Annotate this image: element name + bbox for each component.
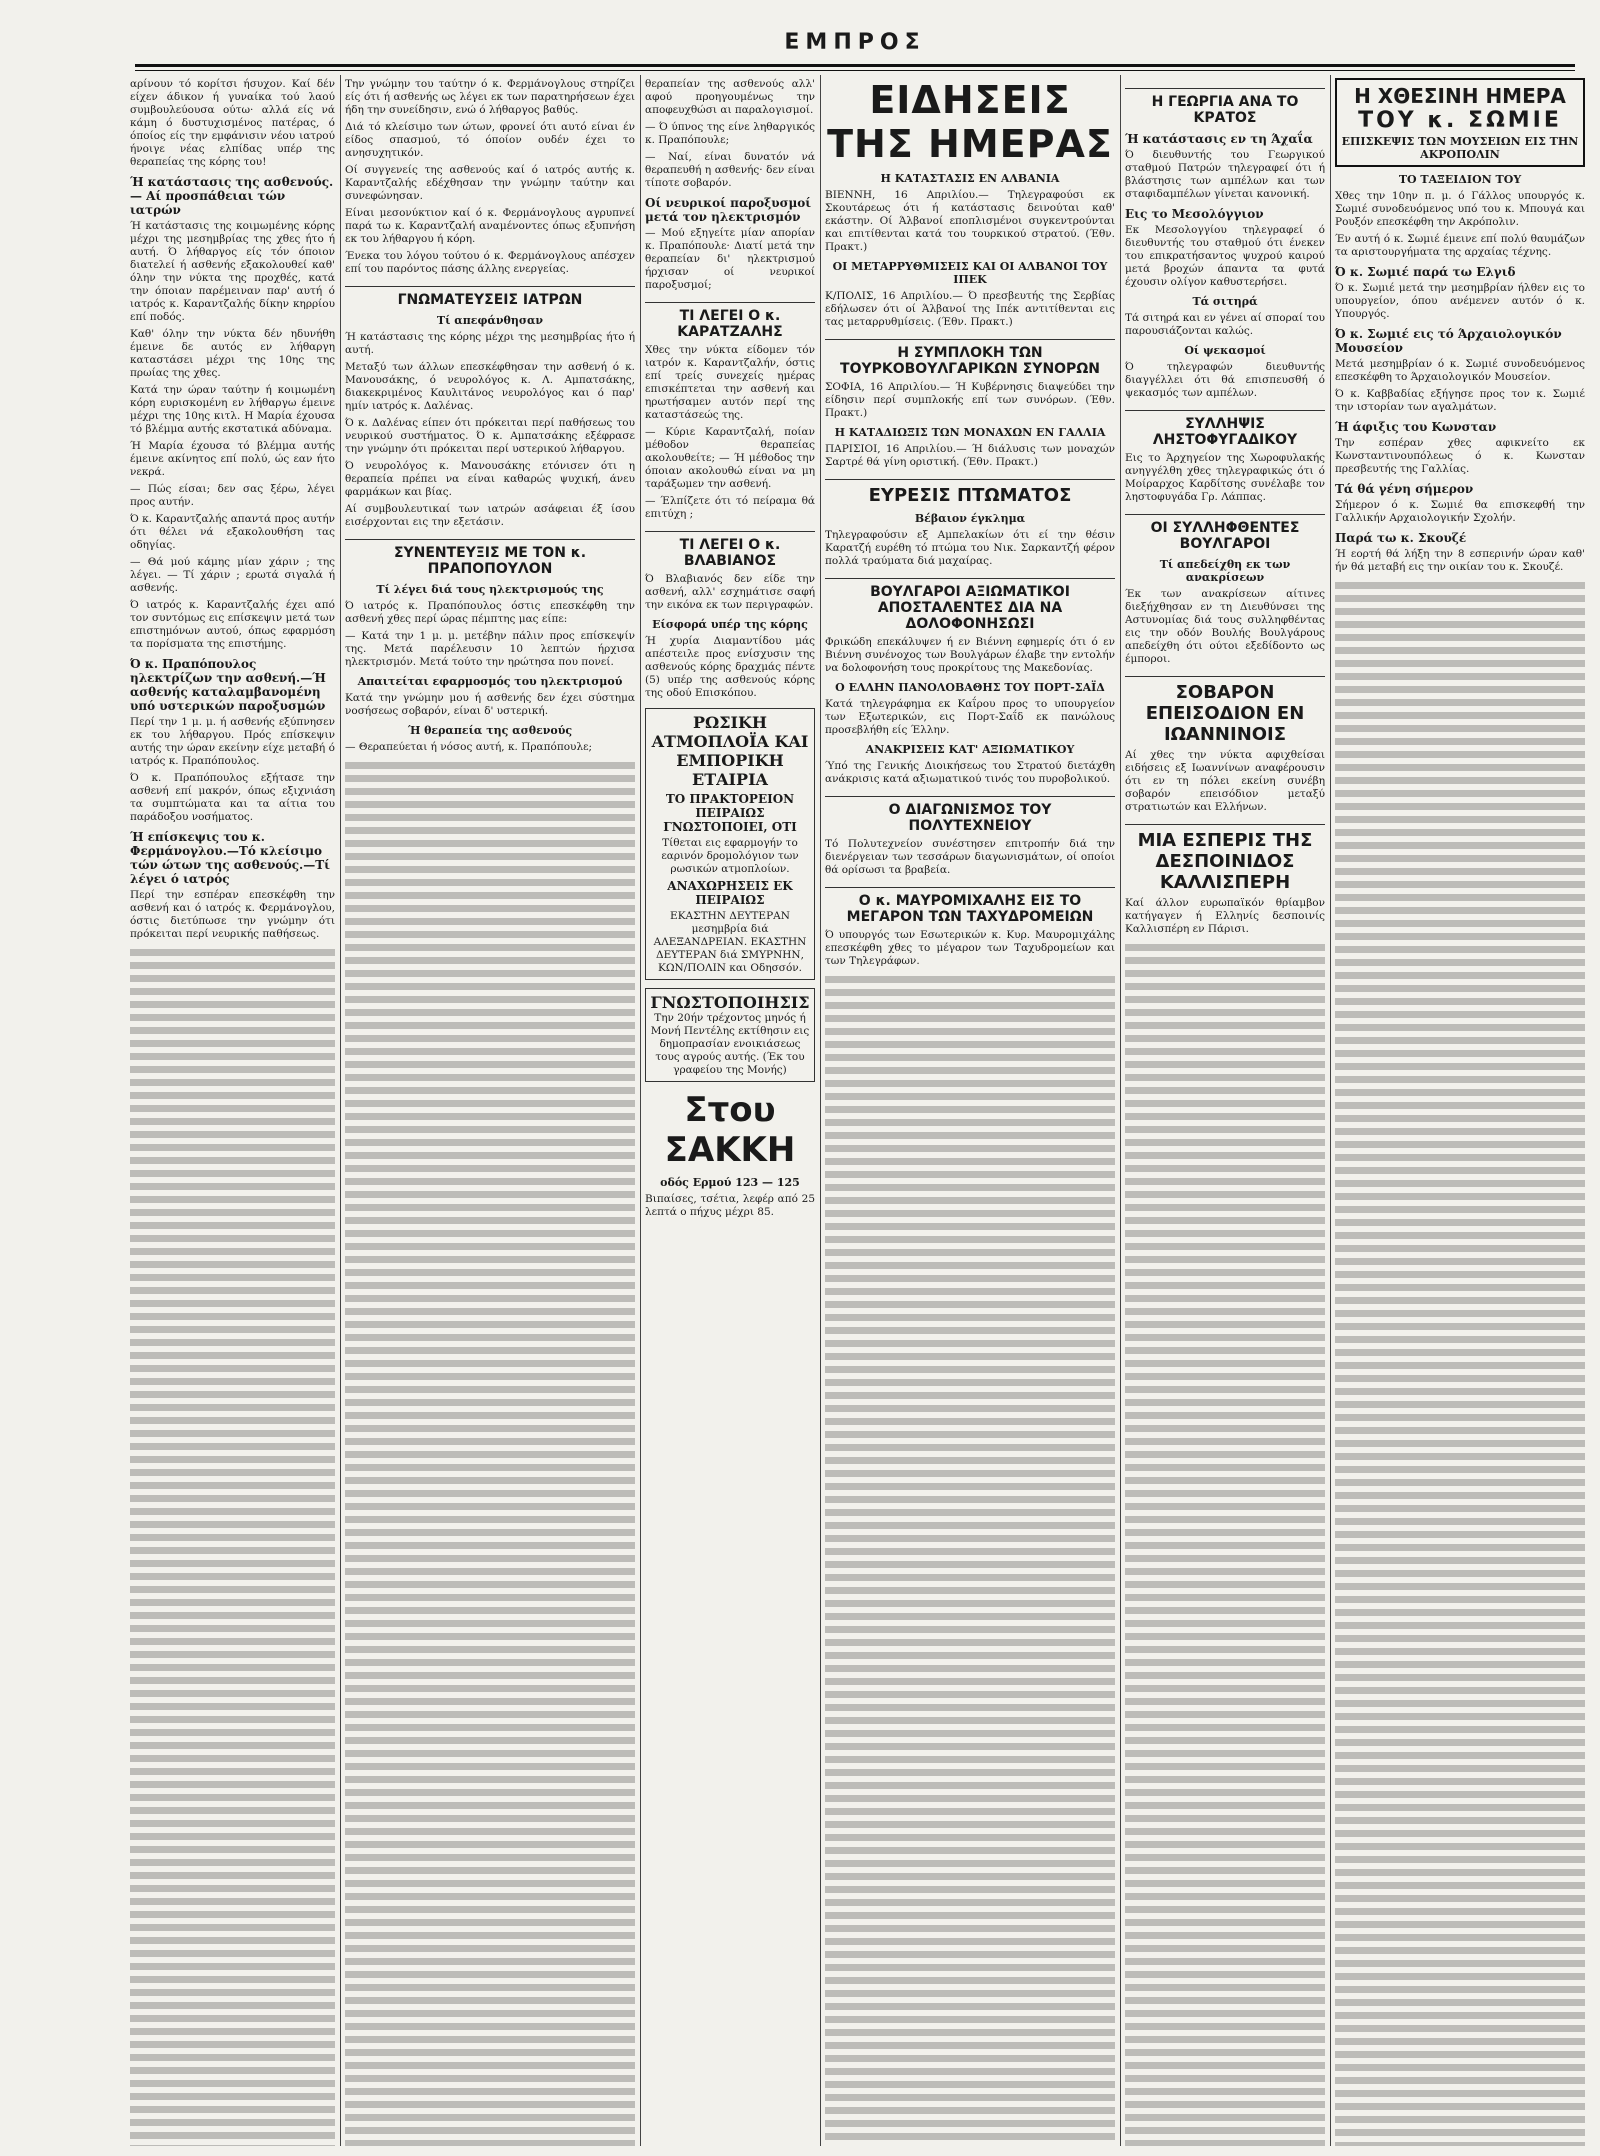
- subheading: Ή θεραπεία της ασθενούς: [407, 724, 573, 737]
- text-filler: [1125, 940, 1325, 2146]
- article-subheading: Οί ψεκασμοί: [1184, 344, 1266, 357]
- paragraph: Κ/ΠΟΛΙΣ, 16 Απριλίου.— Ό πρεσβευτής της Σερβίας εδήλωσεν ότι οί Άλβανοί της Ιπέκ αντιτίθενται εις τας μεταρρυθμίσεις. (Έθν. Πρακτ.): [825, 290, 1115, 328]
- advertisement-sakki-address: οδός Ερμού 123 — 125: [660, 1176, 800, 1189]
- paragraph: Εις το Άρχηγείον της Χωροφυλακής ανηγγέλθη χθες τηλεγραφικώς ότι ό Μοίραρχος Καρδίτσης συνέλαβε τον ληστοφυγάδα Γρ. Λάππας.: [1125, 452, 1325, 503]
- article-heading: Η ΚΑΤΑΣΤΑΣΙΣ ΕΝ ΑΛΒΑΝΙΑ: [880, 172, 1060, 185]
- paragraph: Τά σιτηρά και εν γένει αί σποραί του παρουσιάζονται καλώς.: [1125, 312, 1325, 337]
- section-heading: ΤΙ ΛΕΓΕΙ Ο κ. ΚΑΡΑΤΖΑΛΗΣ: [645, 302, 815, 340]
- paragraph: Ό κ. Σωμιέ μετά την μεσημβρίαν ήλθεν εις το υπουργείον, όπου ανέμενεν αυτόν ό κ. Υπουργός.: [1335, 282, 1585, 320]
- paragraph: Ό κ. Καββαδίας εξήγησε προς τον κ. Σωμιέ την ιστορίαν των αγαλμάτων.: [1335, 388, 1585, 413]
- paragraph: Ύπό της Γενικής Διοικήσεως του Στρατού διετάχθη ανάκρισις κατά αξιωματικού τινός του πυροβολικού.: [825, 760, 1115, 785]
- article-heading: Η ΓΕΩΡΓΙΑ ΑΝΑ ΤΟ ΚΡΑΤΟΣ: [1125, 88, 1325, 126]
- article-subheading: Βέβαιον έγκλημα: [914, 512, 1026, 525]
- ad-text: Την 20ήν τρέχοντος μηνός ή Μονή Πεντέλης εκτίθησιν εις δημοπρασίαν ενοικιάσεως τους αγρούς αυτής. (Έκ του γραφείου της Μονής): [650, 1012, 810, 1076]
- subheading: Ό κ. Σωμιέ εις τό Άρχαιολογικόν Μουσείον: [1335, 327, 1562, 355]
- paragraph: Αί χθες την νύκτα αφιχθείσαι ειδήσεις εξ Ιωαννίνων αναφέρουσιν ότι εν τη πόλει εκείνη συνέβη σοβαρόν επεισόδιον μεταξύ στρατιωτών και Ελλήνων.: [1125, 749, 1325, 813]
- paragraph: Ή κατάστασις της κόρης μέχρι της μεσημβρίας ήτο ή αυτή.: [345, 331, 635, 356]
- column-divider: [820, 75, 821, 2146]
- ad-text: Τίθεται εις εφαρμογήν το εαρινόν δρομολόγιον των ρωσικών ατμοπλοίων.: [661, 837, 799, 875]
- paragraph: Είναι μεσονύκτιον καί ό κ. Φερμάνογλους αγρυπνεί παρά τω κ. Καραντζαλή αναμένοντες όπως εξυπνήση εκ του λήθαργου ή κόρη.: [345, 207, 635, 245]
- paragraph: αρίνουν τό κορίτσι ήσυχον. Καί δέν είχεν άδικον ή γυναίκα τού λαού συμβουλεύουσα ούτω· αλλά είς νά κάμη ό δυστυχισμένος πατέρας, ό όποίος είς την εμφάνισιν νέου ιατρού ήνοιγε νέας ελπίδας υπέρ της θεραπείας της κόρης του!: [130, 78, 335, 168]
- paragraph: Οί συγγενείς της ασθενούς καί ό ιατρός αυτής κ. Καραντζαλής εδέχθησαν την γνώμην ταύτην και συνεφώνησαν.: [345, 164, 635, 202]
- paragraph: — Ναί, είναι δυνατόν νά θεραπευθή η ασθενής· δεν είναι τίποτε σοβαρόν.: [645, 151, 815, 189]
- column-divider: [640, 75, 641, 2146]
- article-heading: ΣΥΛΛΗΨΙΣ ΛΗΣΤΟΦΥΓΑΔΙΚΟΥ: [1125, 410, 1325, 448]
- paragraph: — Έλπίζετε ότι τό πείραμα θά επιτύχη ;: [645, 495, 815, 520]
- masthead-rule: [135, 64, 1575, 67]
- ad-subtitle: ΤΟ ΠΡΑΚΤΟΡΕΙΟΝ ΠΕΙΡΑΙΩΣ ΓΝΩΣΤΟΠΟΙΕΙ, ΟΤΙ: [663, 792, 797, 834]
- article-subheading: Ή κατάστασις εν τη Άχαΐα: [1125, 132, 1313, 146]
- paragraph: Χθες την 10ην π. μ. ό Γάλλος υπουργός κ. Σωμιέ συνοδευόμενος υπό του κ. Μπουγά και Ρουξόν επεσκέφθη την Ακρόπολιν.: [1335, 190, 1585, 228]
- paragraph: Τηλεγραφούσιν εξ Αμπελακίων ότι εί την θέσιν Καρατζή ευρέθη τό πτώμα του Νικ. Σαρκαντζή φέρον πολλά τραύματα διά μαχαίρας.: [825, 529, 1115, 567]
- paragraph: θεραπείαν της ασθενούς αλλ' αφού προηγουμένως την αποφευχθώσι αι παραλογισμοί.: [645, 78, 815, 116]
- headline-line: ΤΟΥ κ. ΣΩΜΙΕ: [1358, 108, 1562, 133]
- paragraph: — Μού εξηγείτε μίαν απορίαν κ. Πραπόπουλε· Διατί μετά την θεραπείαν δι' ηλεκτρισμού ήρχισαν οί νευρικοί παροξυσμοί;: [645, 227, 815, 291]
- article-heading: ΟΙ ΜΕΤΑΡΡΥΘΜΙΣΕΙΣ ΚΑΙ ΟΙ ΑΛΒΑΝΟΙ ΤΟΥ ΙΠΕΚ: [832, 260, 1108, 286]
- subheading: Ό κ. Πραπόπουλος ηλεκτρίζων την ασθενή.—Ή ασθενής καταλαμβανομένη υπό υστερικών παροξυσμών: [130, 657, 326, 713]
- column-1: [130, 78, 335, 2146]
- subheading: Είσφορά υπέρ της κόρης: [652, 618, 808, 631]
- article-heading: ΣΟΒΑΡΟΝ ΕΠΕΙΣΟΔΙΟΝ ΕΝ ΙΩΑΝΝΙΝΟΙΣ: [1125, 676, 1325, 745]
- column-4: [825, 78, 1115, 2146]
- paragraph: Έν αυτή ό κ. Σωμιέ έμεινε επί πολύ θαυμάζων τα αριστουργήματα της αρχαίας τέχνης.: [1335, 233, 1585, 258]
- framed-headline: [1335, 78, 1585, 167]
- advertisement-notice: [645, 988, 815, 1082]
- advertisement-sakki-text: Βιπαίσες, τσέτια, λεφέρ από 25 λεπτά ο πήχυς μέχρι 85.: [645, 1193, 815, 1218]
- column-divider: [1330, 75, 1331, 2146]
- subheading: Ή άφιξις του Κωνσταν: [1335, 420, 1497, 434]
- article-heading: Ο ΕΛΛΗΝ ΠΑΝΟΛΟΒΑΘΗΣ ΤΟΥ ΠΟΡΤ-ΣΑΪΔ: [835, 681, 1105, 694]
- paragraph: Ή κατάστασις της κοιμωμένης κόρης μέχρι της μεσημβρίας της χθες ήτο ή αυτή. Ό λήθαργος είς τόν όποιον διατελεί ή ασθενής εξακολουθεί καθ' όλην την νύκτα της προχθές, κατά την όποιαν παρέμειναν παρ' αυτή ό ιατρός κ. Καραντζαλής δίκην κηρρίου επί ποδός.: [130, 220, 335, 323]
- paragraph: Εκ Μεσολογγίου τηλεγραφεί ό διευθυντής του σταθμού ότι ένεκεν του επικρατήσαντος ψυχρού καιρού μετά βροχών άπαντα τα φυτά έχουσιν ολίγον καθυστερήσει.: [1125, 224, 1325, 288]
- paragraph: Ή Μαρία έχουσα τό βλέμμα αυτής έμεινε ακίνητος επί πολύ, ώς εαν ήτο νεκρά.: [130, 440, 335, 478]
- paragraph: Αί συμβουλευτικαί των ιατρών ασάφειαι έξ ίσου εισέρχονται εις την εξετάσιν.: [345, 503, 635, 528]
- article-heading: ΒΟΥΛΓΑΡΟΙ ΑΞΙΩΜΑΤΙΚΟΙ ΑΠΟΣΤΑΛΕΝΤΕΣ ΔΙΑ ΝΑ ΔΟΛΟΦΟΝΗΣΩΣΙ: [825, 578, 1115, 632]
- column-3: [645, 78, 815, 2146]
- paragraph: Σήμερον ό κ. Σωμιέ θα επισκεφθή την Γαλλικήν Αρχαιολογικήν Σχολήν.: [1335, 499, 1585, 524]
- column-divider: [340, 75, 341, 2146]
- paragraph: Ό νευρολόγος κ. Μανουσάκης ετόνισεν ότι η θεραπεία πρέπει να είναι καθαρώς ψυχική, άνευ φαρμάκων και βίας.: [345, 460, 635, 498]
- subheading: Οί νευρικοί παροξυσμοί μετά τον ηλεκτρισμόν: [645, 196, 812, 224]
- article-heading: Η ΚΑΤΑΔΙΩΞΙΣ ΤΩΝ ΜΟΝΑΧΩΝ ΕΝ ΓΑΛΛΙΑ: [834, 426, 1106, 439]
- article-heading: ΑΝΑΚΡΙΣΕΙΣ ΚΑΤ' ΑΞΙΩΜΑΤΙΚΟΥ: [865, 743, 1075, 756]
- paragraph: — Κατά την 1 μ. μ. μετέβην πάλιν προς επίσκεψίν της. Μετά παρέλευσιν 10 λεπτών ήρχισα ηλεκτρισμόν. Μετά τούτο την ηρώτησα που πονεί.: [345, 630, 635, 668]
- headline-line: ΕΠΙΣΚΕΨΙΣ ΤΩΝ ΜΟΥΣΕΙΩΝ ΕΙΣ ΤΗΝ ΑΚΡΟΠΟΛΙΝ: [1341, 135, 1579, 161]
- paragraph: Ό κ. Καραντζαλής απαντά προς αυτήν ότι θέλει νά εξακολουθήση τας οδηγίας.: [130, 513, 335, 551]
- paragraph: Κατά την γνώμην μου ή ασθενής δεν έχει σύστημα νοσήσεως σοβαρόν, είναι δ' υστερική.: [345, 692, 635, 717]
- text-filler: [345, 758, 635, 2146]
- paragraph: ΠΑΡΙΣΙΟΙ, 16 Απριλίου.— Ή διάλυσις των μοναχών Σαρτρέ θά γίνη οριστική. (Έθν. Πρακτ.): [825, 443, 1115, 468]
- section-subheading: Τί λέγει διά τους ηλεκτρισμούς της: [376, 583, 604, 596]
- paragraph: Ό κ. Πραπόπουλος εξήτασε την ασθενή επί μακρόν, όπως εξιχνιάση τα συμπτώματα και τα αίτια του παράδοξου νοσήματος.: [130, 772, 335, 823]
- article-heading: ΟΙ ΣΥΛΛΗΦΘΕΝΤΕΣ ΒΟΥΛΓΑΡΟΙ: [1125, 514, 1325, 552]
- paragraph: Ή χυρία Διαμαντίδου μάς απέστειλε προς ενίσχυσιν της ασθενούς κόρης δραχμάς πέντε (5) υπέρ της ασθενούς κόρης της οδού Επισκόπου.: [645, 635, 815, 699]
- advertisement-russian-shipping: [645, 708, 815, 980]
- paragraph: Έκ των ανακρίσεων αίτινες διεξήχθησαν εν τη Διευθύνσει της Αστυνομίας διά τους συλληφθέντας εις την οδόν Βουλής Βουλγάρους απεδείχθη ότι ούτοι εξεδίδοντο ως έμποροι.: [1125, 588, 1325, 665]
- article-heading: ΕΥΡΕΣΙΣ ΠΤΩΜΑΤΟΣ: [825, 479, 1115, 506]
- column-divider: [1120, 75, 1121, 2146]
- article-subheading: Τά σιτηρά: [1192, 295, 1258, 308]
- section-heading: ΣΥΝΕΝΤΕΥΞΙΣ ΜΕ ΤΟΝ κ. ΠΡΑΠΟΠΟΥΛΟΝ: [345, 539, 635, 577]
- paragraph: Ό κ. Δαλένας είπεν ότι πρόκειται περί παθήσεως του νευρικού συστήματος. Ό κ. Αμπατσάκης εξέφρασε την γνώμην ότι πρόκειται περί υστερικού λήθαργου.: [345, 417, 635, 455]
- paragraph: — Θεραπεύεται ή νόσος αυτή, κ. Πραπόπουλε;: [345, 741, 593, 753]
- text-filler: [1335, 578, 1585, 2146]
- subheading: Παρά τω κ. Σκουζέ: [1335, 531, 1467, 545]
- masthead: [135, 30, 1575, 70]
- section-heading: ΓΝΩΜΑΤΕΥΣΕΙΣ ΙΑΤΡΩΝ: [345, 286, 635, 308]
- paragraph: Ό Βλαβιανός δεν είδε την ασθενή, αλλ' εσχημάτισε σαφή την εικόνα εκ των περιγραφών.: [645, 573, 815, 611]
- subheading: ΤΟ ΤΑΞΕΙΔΙΟΝ ΤΟΥ: [1398, 173, 1522, 186]
- paragraph: Κατά τηλεγράφημα εκ Καΐρου προς το υπουργείον των Εξωτερικών, εις Πορτ-Σαΐδ εκ πανώλους προσεβλήθη είς Έλλην.: [825, 698, 1115, 736]
- paragraph: Περί την εσπέραν επεσκέφθη την ασθενή και ό ιατρός κ. Φερμάνογλου, όστις διετύπωσε την γνώμην ότι πρόκειται περί νευρικής παθήσεως.: [130, 889, 335, 940]
- subheading: Ή επίσκεψις του κ. Φερμάνογλου.—Τό κλείσιμο τών ώτων της ασθενούς.—Τί λέγει ό ιατρός: [130, 830, 330, 886]
- paragraph: Μετά μεσημβρίαν ό κ. Σωμιέ συνοδευόμενος επεσκέφθη το Άρχαιολογικόν Μουσείον.: [1335, 358, 1585, 383]
- paragraph: Ό ιατρός κ. Καραντζαλής έχει από τον συντόμως εις επίσκεψιν μετά των επιστημόνων αυτού, όπως εφαρμόση τα πορίσματα της επιστήμης.: [130, 599, 335, 650]
- paragraph: Κατά την ώραν ταύτην ή κοιμωμένη κόρη ευρισκομένη εν λήθαργω έμεινε μέχρι της 10ης κιτλ. Η Μαρία έχουσα τό βλέμμα αυτής εκστατικά αδύναμα.: [130, 384, 335, 435]
- subheading: Απαιτείται εφαρμοσμός του ηλεκτρισμού: [357, 675, 623, 688]
- paragraph: Διά τό κλείσιμο των ώτων, φρονεί ότι αυτό είναι έν είδος σπασμού, τό όποίον ουδέν έχει το ανησυχητικόν.: [345, 121, 635, 159]
- paragraph: — Ό ύπνος της είνε ληθαργικός κ. Πραπόπουλε;: [645, 121, 815, 146]
- paragraph: — Θά μού κάμης μίαν χάριν ; της λέγει. — Τί χάριν ; ερωτά σιγαλά ή ασθενής.: [130, 556, 335, 594]
- subheading: Τά θά γένη σήμερον: [1335, 482, 1474, 496]
- headline-line: Η ΧΘΕΣΙΝΗ ΗΜΕΡΑ: [1354, 84, 1566, 108]
- column-5: [1125, 78, 1325, 2146]
- section-subheading: Τί απεφάνθησαν: [436, 314, 544, 327]
- ad-title: ΡΩΣΙΚΗ ΑΤΜΟΠΛΟΪΑ ΚΑΙ ΕΜΠΟΡΙΚΗ ΕΤΑΙΡΙΑ: [651, 713, 809, 789]
- masthead-rule: [135, 70, 1575, 71]
- ad-title: ΓΝΩΣΤΟΠΟΙΗΣΙΣ: [650, 993, 810, 1012]
- ad-text: ΕΚΑΣΤΗΝ ΔΕΥΤΕΡΑΝ μεσημβρία διά ΑΛΕΞΑΝΔΡΕΙΑΝ. ΕΚΑΣΤΗΝ ΔΕΥΤΕΡΑΝ διά ΣΜΥΡΝΗΝ, ΚΩΝ/ΠΟΛΙΝ και Οδησσόν.: [653, 910, 807, 974]
- article-heading: ΜΙΑ ΕΣΠΕΡΙΣ ΤΗΣ ΔΕΣΠΟΙΝΙΔΟΣ ΚΑΛΛΙΣΠΕΡΗ: [1125, 824, 1325, 893]
- paragraph: Ό τηλεγραφών διευθυντής διαγγέλλει ότι θά επισπευσθή ό ψεκασμός των αμπέλων.: [1125, 361, 1325, 399]
- paragraph: Ένεκα του λόγου τούτου ό κ. Φερμάνογλους απέσχεν επί του παρόντος πάσης άλλης ενεργείας.: [345, 250, 635, 275]
- paragraph: Ό υπουργός των Εσωτερικών κ. Κυρ. Μαυρομιχάλης επεσκέφθη χθες το μέγαρον των Ταχυδρομείων και των Τηλεγράφων.: [825, 929, 1115, 967]
- article-heading: Η ΣΥΜΠΛΟΚΗ ΤΩΝ ΤΟΥΡΚΟΒΟΥΛΓΑΡΙΚΩΝ ΣΥΝΟΡΩΝ: [825, 339, 1115, 377]
- paragraph: Την γνώμην του ταύτην ό κ. Φερμάνογλους στηρίζει είς ότι ή ασθενής ως λέγει εκ των παρατηρήσεων έχει ήδη την συνείδησιν, ενώ ό λήθαργος βαθύς.: [345, 78, 635, 116]
- ad-subtitle: ΑΝΑΧΩΡΗΣΕΙΣ ΕΚ ΠΕΙΡΑΙΩΣ: [667, 879, 793, 907]
- paragraph: Μεταξύ των άλλων επεσκέφθησαν την ασθενή ό κ. Μανουσάκης, ό νευρολόγος κ. Λ. Αμπατσάκης, διακεκριμένος Καυλιτάνος νευρολόγος και ό παρ' ημίν ιατρός κ. Δαλένας.: [345, 361, 635, 412]
- paragraph: Φρικώδη επεκάλυψεν ή εν Βιέννη εφημερίς ότι ό εν Βιέννη συνένοχος των Βουλγάρων έλαβε την εντολήν να δολοφονήση τους προκρίτους της Μακεδονίας.: [825, 636, 1115, 674]
- paragraph: Τό Πολυτεχνείον συνέστησεν επιτροπήν διά την διενέργειαν των τεσσάρων διαγωνισμάτων, οί οποίοι θά ορίσωσι τα βραβεία.: [825, 838, 1115, 876]
- column-6: [1335, 78, 1585, 2146]
- subheading: Ό κ. Σωμιέ παρά τω Ελγιδ: [1335, 265, 1516, 279]
- paragraph: Ό ιατρός κ. Πραπόπουλος όστις επεσκέφθη την ασθενή χθες περί ώρας πέμπτης μας είπε:: [345, 600, 635, 625]
- paragraph: Καί άλλον ευρωπαϊκόν θρίαμβον κατήγαγεν ή Ελληνίς δεσποινίς Καλλισπέρη εν Πάρισι.: [1125, 897, 1325, 935]
- paragraph: Περί την 1 μ. μ. ή ασθενής εξύπνησεν εκ του λήθαργου. Πρός επίσκεψιν αυτής την ώραν εκείνην είχε μεταβή ό ιατρός κ. Πραπόπουλος.: [130, 716, 335, 767]
- article-subheading: Τί απεδείχθη εκ των ανακρίσεων: [1159, 558, 1291, 584]
- article-heading: Ο κ. ΜΑΥΡΟΜΙΧΑΛΗΣ ΕΙΣ ΤΟ ΜΕΓΑΡΟΝ ΤΩΝ ΤΑΧΥΔΡΟΜΕΙΩΝ: [825, 887, 1115, 925]
- paragraph: Καθ' όλην την νύκτα δέν ηδυνήθη έμεινε δε αυτός εν λήθαργη καταστάσει μέχρι της 10ης της πρωίας της χθες.: [130, 328, 335, 379]
- paragraph: — Πώς είσαι; δεν σας ξέρω, λέγει προς αυτήν.: [130, 483, 335, 508]
- paragraph: ΣΟΦΙΑ, 16 Απριλίου.— Ή Κυβέρνησις διαψεύδει την είδησιν περί συμπλοκής επί των συνόρων. (Έθν. Πρακτ.): [825, 381, 1115, 419]
- main-headline: ΕΙΔΗΣΕΙΣ ΤΗΣ ΗΜΕΡΑΣ: [827, 78, 1113, 166]
- paragraph: — Κύριε Καραντζαλή, ποίαν μέθοδον θεραπείας ακολουθείτε; — Ή μέθοδος την όποιαν ακολουθώ είναι να μη ταράξωμεν την ασθενή.: [645, 426, 815, 490]
- article-heading: Ο ΔΙΑΓΩΝΙΣΜΟΣ ΤΟΥ ΠΟΛΥΤΕΧΝΕΙΟΥ: [825, 796, 1115, 834]
- newspaper-title: ΕΜΠΡΟΣ: [784, 30, 926, 55]
- subheading: Ή κατάστασις της ασθενούς.— Αί προσπάθειαι τών ιατρών: [130, 175, 334, 217]
- section-heading: ΤΙ ΛΕΓΕΙ Ο κ. ΒΛΑΒΙΑΝΟΣ: [645, 531, 815, 569]
- article-subheading: Εις το Μεσολόγγιον: [1125, 207, 1264, 221]
- paragraph: Την εσπέραν χθες αφικνείτο εκ Κωνσταντινουπόλεως ό κ. Κωνσταν πρεσβευτής της Γαλλίας.: [1335, 437, 1585, 475]
- paragraph: Χθες την νύκτα είδομεν τόν ιατρόν κ. Καραντζαλήν, όστις επί τρείς συνεχείς ημέρας επισκέπτεται την ασθενή και ηρωτήσαμεν αυτόν περί της καταστάσεώς της.: [645, 344, 815, 421]
- text-filler: [825, 972, 1115, 2146]
- paragraph: ΒΙΕΝΝΗ, 16 Απριλίου.— Τηλεγραφούσι εκ Σκουτάρεως ότι ή κατάστασις δεινούται καθ' εκάστην. Οί Άλβανοί εποπλισμένοι συγκεντρούνται και επιτίθενται κατά του τουρκικού στρατού. (Έθν. Πρακτ.): [825, 189, 1115, 253]
- text-filler: [130, 945, 335, 2146]
- column-2: [345, 78, 635, 2146]
- advertisement-sakki-title: Στου ΣΑΚΚΗ: [664, 1090, 796, 1170]
- paragraph: Ό διευθυντής του Γεωργικού σταθμού Πατρών τηλεγραφεί ότι ή βλάστησις των αμπέλων και των σταφιδαμπέλων γίνεται κανονική.: [1125, 149, 1325, 200]
- paragraph: Ή εορτή θά λήξη την 8 εσπερινήν ώραν καθ' ήν θά μεταβή εις την οικίαν του κ. Σκουζέ.: [1335, 548, 1585, 573]
